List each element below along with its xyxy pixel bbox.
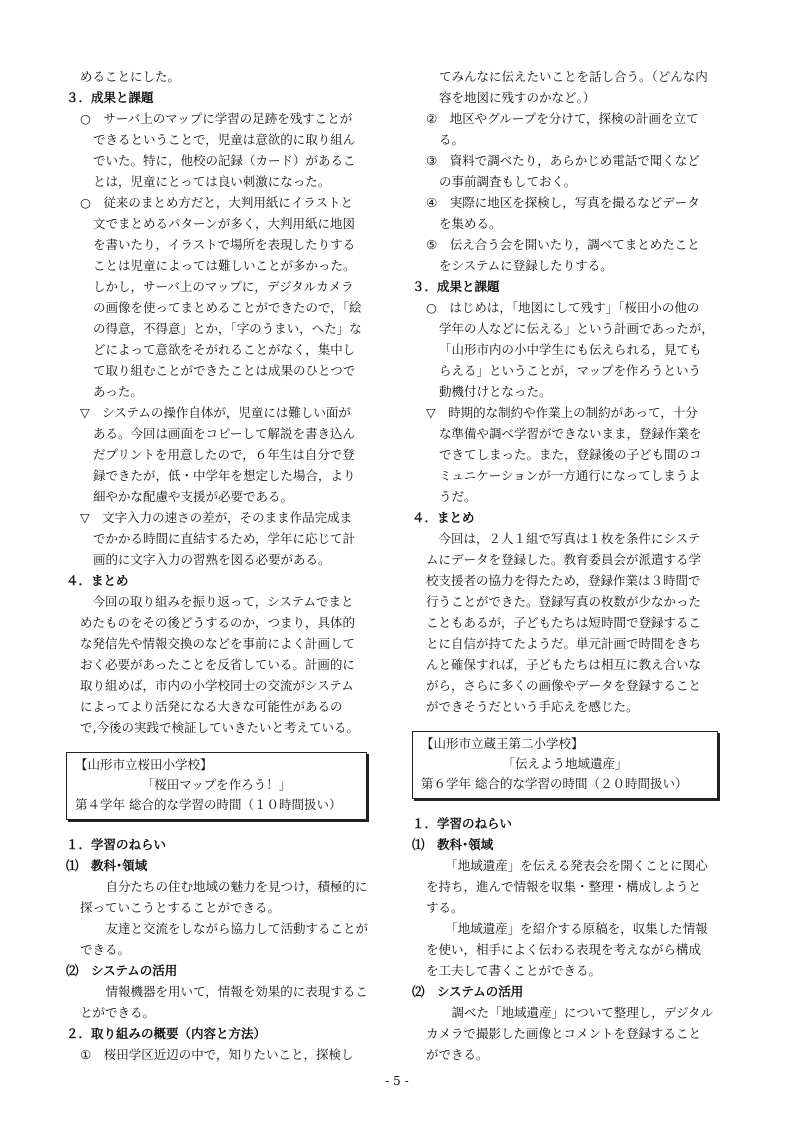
text-line: だプリントを用意したので，６年生は自分で登 xyxy=(93,447,355,462)
text-line: しかし，サーバ上のマップに，デジタルカメラ xyxy=(93,279,354,294)
text-line: ○ サーバ上のマップに学習の足跡を残すことが xyxy=(80,111,353,126)
text-line: ができる。 xyxy=(426,1047,489,1062)
text-line: 細やかな配慮や支援が必要である。 xyxy=(93,489,294,504)
text-line: 今回は，２人１組で写真は１枚を条件にシステ xyxy=(426,531,701,546)
grade-info: 第４学年 総合的な学習の時間（１０時間扱い） xyxy=(75,797,342,812)
text-line: な発信先や情報交換のなどを事前によく計画して xyxy=(80,636,356,651)
unit-title: 「桜田マップを作ろう！」 xyxy=(141,777,292,792)
left-section4-heading: ４．まとめ xyxy=(66,573,129,588)
right-section3-heading: ３．成果と課題 xyxy=(412,279,500,294)
text-line: 「地域遺産」を伝える発表会を開くことに関心 xyxy=(439,858,708,873)
text-line: ○ はじめは，「地図にして残す」「桜田小の他の xyxy=(426,300,700,315)
text-line: を集める。 xyxy=(439,216,502,231)
text-line: できるということで，児童は意欲的に取り組ん xyxy=(93,132,356,147)
text-line: の得意，不得意」とか，「字のうまい，へた」な xyxy=(93,321,362,336)
right-section4-body xyxy=(412,528,732,717)
text-line: がら，さらに多くの画像やデータを登録すること xyxy=(426,678,702,693)
section-heading: １．学習のねらい xyxy=(66,837,167,852)
left-section3-body xyxy=(66,108,384,570)
text-line: でいた。特に，他校の記録（カード）があるこ xyxy=(93,153,356,168)
section-heading: ⑴ 教科･領域 xyxy=(412,837,494,852)
text-line: で,今後の実践で検証していきたいと考えている。 xyxy=(80,720,359,735)
text-line: ④ 実際に地区を探検し，写真を撮るなどデータ xyxy=(426,195,700,210)
text-line: 探っていこうとすることができる。 xyxy=(80,900,281,915)
text-line: どによって意欲をそがれることがなく，集中し xyxy=(93,342,356,357)
right-top-text xyxy=(412,66,732,276)
left-section4-body xyxy=(66,591,384,738)
text-line: によってより活発になる大きな可能性があるの xyxy=(80,699,343,714)
text-line: 動機付けとなった。 xyxy=(439,384,552,399)
text-line: る。 xyxy=(439,132,465,147)
text-line: する。 xyxy=(426,900,464,915)
text-line: を持ち，進んで情報を収集・整理・構成しようと xyxy=(426,879,702,894)
text-line: ② 地区やグループを分けて，探検の計画を立て xyxy=(426,111,699,126)
left-column xyxy=(66,66,384,1065)
school-name: 【山形市立蔵王第二小学校】 xyxy=(421,736,584,751)
section-heading: ⑵ システムの活用 xyxy=(412,984,524,999)
right-bottom-body xyxy=(412,813,732,1065)
text-line: 自分たちの住む地域の魅力を見つけ，積極的に xyxy=(93,879,368,894)
text-line: ⑤ 伝え合う会を開いたり，調べてまとめたこと xyxy=(426,237,700,252)
section-heading: １．学習のねらい xyxy=(412,816,513,831)
school-name: 【山形市立桜田小学校】 xyxy=(75,757,213,772)
text-line: うだ。 xyxy=(439,489,477,504)
text-line: ① 桜田学区近辺の中で，知りたいこと，探検し xyxy=(80,1047,354,1062)
text-line: カメラで撮影した画像とコメントを登録すること xyxy=(426,1026,702,1041)
right-section4-heading: ４．まとめ xyxy=(412,510,475,525)
text-line: な準備や調べ学習ができないまま，登録作業を xyxy=(439,426,702,441)
page-number: - 5 - xyxy=(385,1074,409,1088)
text-line: ことは児童によっては難しいことが多かった。 xyxy=(93,258,356,273)
text-line: ○ 従来のまとめ方だと，大判用紙にイラストと xyxy=(80,195,354,210)
text-line: ③ 資料で調べたり，あらかじめ電話で聞くなど xyxy=(426,153,700,168)
text-line: ある。今回は画面をコピーして解説を書き込ん xyxy=(93,426,356,441)
text-line: ▽ 時期的な制約や作業上の制約があって，十分 xyxy=(426,405,698,420)
text-line: こともあるが，子どもたちは短時間で登録するこ xyxy=(426,615,702,630)
text-line: らえる」ということが，マップを作ろうという xyxy=(439,363,702,378)
text-line: を使い，相手によく伝わる表現を考えながら構成 xyxy=(426,942,702,957)
text-line: できる。 xyxy=(80,942,131,957)
unit-title: 「伝えよう地域遺産」 xyxy=(502,756,628,771)
text-line: を書いたり，イラストで場所を表現したりする xyxy=(93,237,356,252)
text-line: 調べた「地域遺産」について整理し，デジタル xyxy=(439,1005,714,1020)
text-line: ミュニケーションが一方通行になってしまうよ xyxy=(439,468,701,483)
text-line: あった。 xyxy=(93,384,143,399)
text-line: 取り組めば，市内の小学校同士の交流がシステム xyxy=(80,678,354,693)
right-section3-body xyxy=(412,297,732,507)
text-line: とは，児童にとっては良い刺激になった。 xyxy=(93,174,331,189)
right-school-box xyxy=(412,731,718,799)
text-line: ▽ 文字入力の速さの差が，そのまま作品完成ま xyxy=(80,510,353,525)
text-line: ムにデータを登録した。教育委員会が派遣する学 xyxy=(426,552,702,567)
left-section3-heading: ３．成果と課題 xyxy=(66,90,154,105)
text-line: 校支援者の協力を得たため，登録作業は３時間で xyxy=(426,573,701,588)
text-line: 容を地図に残すのかなど。） xyxy=(439,90,596,105)
left-bottom-body xyxy=(66,834,384,1065)
text-line: をシステムに登録したりする。 xyxy=(439,258,613,273)
text-line: ができそうだという手応えを感じた。 xyxy=(426,699,639,714)
text-line: でかかる時間に直結するため，学年に応じて計 xyxy=(93,531,356,546)
text-line: 「地域遺産」を紹介する原稿を，収集した情報 xyxy=(439,921,708,936)
text-line: 「山形市内の小中学生にも伝えられる，見ても xyxy=(439,342,702,357)
text-line: を工夫して書くことができる。 xyxy=(426,963,602,978)
text-line: の事前調査もしておく。 xyxy=(439,174,577,189)
text-line: めたものをその後どうするのか，つまり，具体的 xyxy=(80,615,356,630)
text-line: 文でまとめるパターンが多く，大判用紙に地図 xyxy=(93,216,356,231)
text-line: 今回の取り組みを振り返って，システムでまと xyxy=(80,594,354,609)
text-line: 情報機器を用いて，情報を効果的に表現するこ xyxy=(93,984,368,999)
text-line: とに自信が持てたようだ。単元計画で時間をきち xyxy=(426,636,702,651)
right-column xyxy=(412,66,732,1065)
text-line: て取り組むことができたことは成果のひとつで xyxy=(93,363,356,378)
text-line: の画像を使ってまとめることができたので，「絵 xyxy=(93,300,362,315)
text-line: てみんなに伝えたいことを話し合う。（どんな内 xyxy=(439,69,708,84)
section-heading: ⑴ 教科･領域 xyxy=(66,858,148,873)
section-heading: ２．取り組みの概要（内容と方法） xyxy=(66,1026,267,1041)
text-line: んと確保すれば，子どもたちは相互に教え合いな xyxy=(426,657,702,672)
text-line: できてしまった。また，登録後の子ども間のコ xyxy=(439,447,702,462)
text-line: 行うことができた。登録写真の枚数が少なかった xyxy=(426,594,702,609)
text-line: ▽ システムの操作自体が，児童には難しい面が xyxy=(80,405,351,420)
left-school-box xyxy=(66,752,367,820)
section-heading: ⑵ システムの活用 xyxy=(66,963,178,978)
text-line: 画的に文字入力の習熟を図る必要がある。 xyxy=(93,552,331,567)
text-line: 友達と交流をしながら協力して活動することが xyxy=(93,921,369,936)
left-top-text xyxy=(66,66,384,87)
text-line: とができる。 xyxy=(80,1005,156,1020)
text-line: 録できたが，低・中学年を想定した場合，より xyxy=(93,468,356,483)
text-line: 学年の人などに伝える」という計画であったが， xyxy=(439,321,714,336)
text-line: めることにした。 xyxy=(80,69,181,84)
text-line: おく必要があったことを反省している。計画的に xyxy=(80,657,355,672)
grade-info: 第６学年 総合的な学習の時間（２０時間扱い） xyxy=(421,776,688,791)
